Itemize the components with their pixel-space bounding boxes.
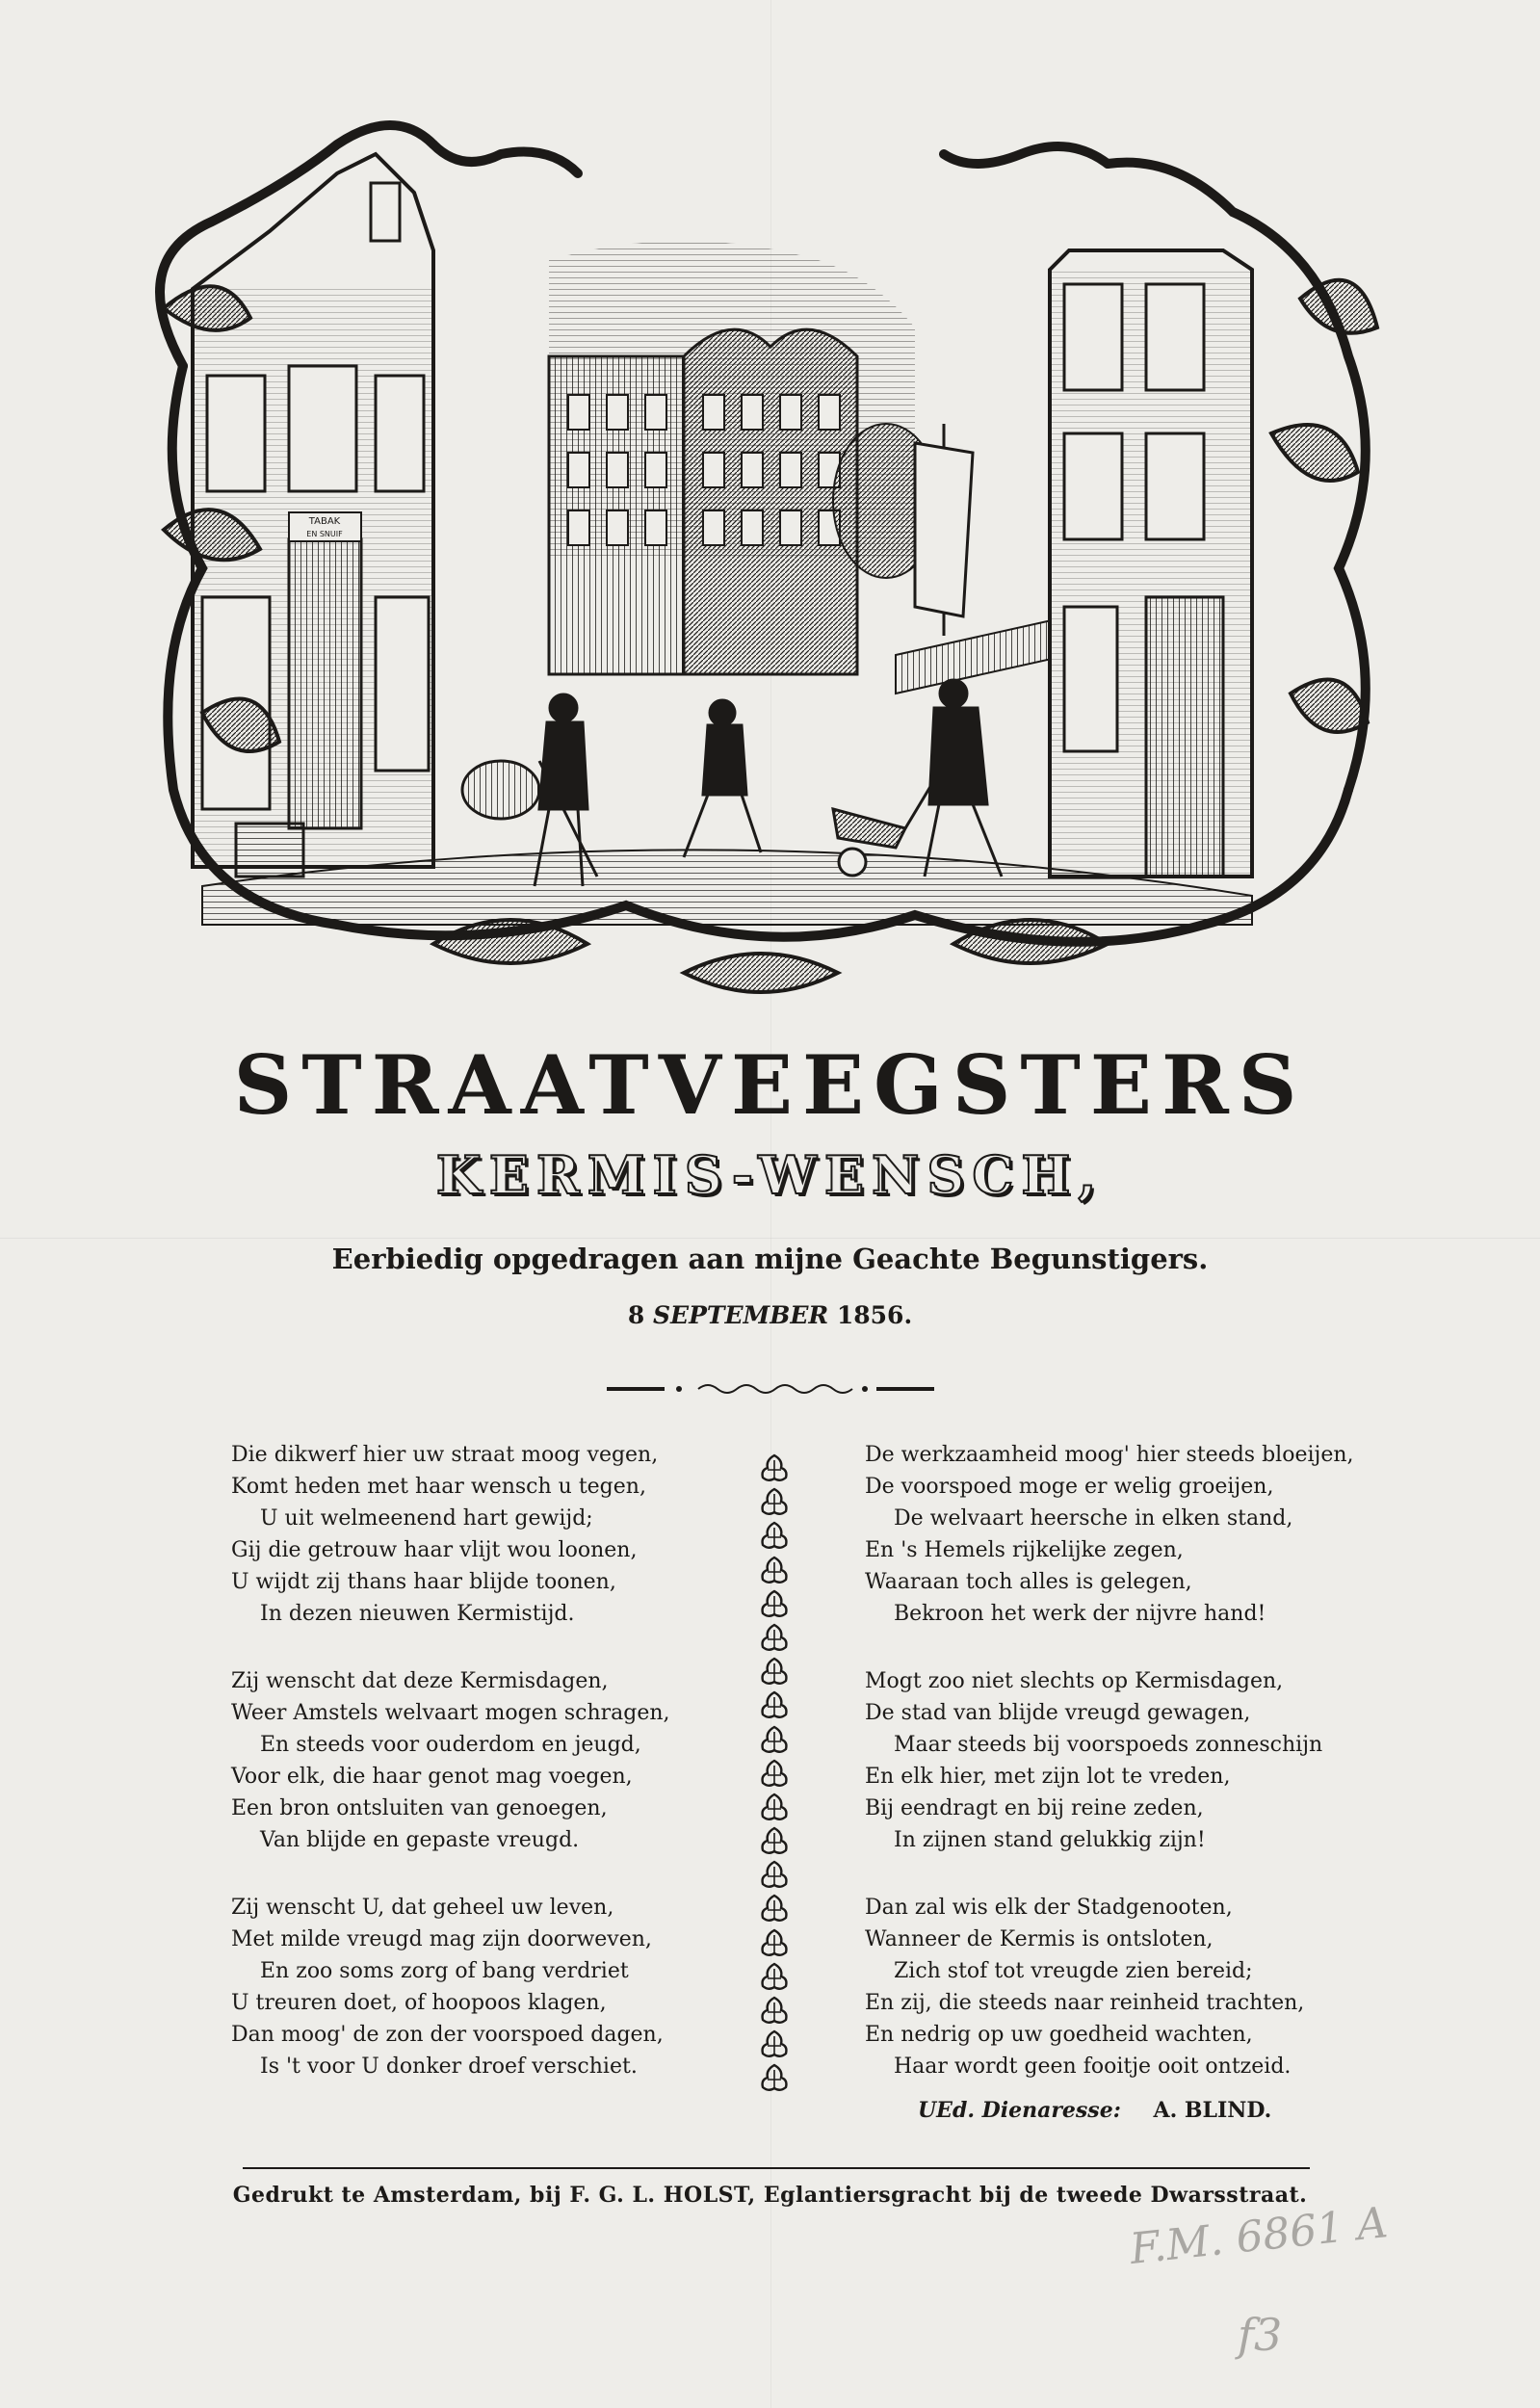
leaf-ornament-icon — [758, 1689, 791, 1722]
signature — [918, 2098, 1271, 2123]
poem-line: U uit welmeenend hart gewijd; — [260, 1506, 593, 1531]
leaf-ornament-icon — [758, 1622, 791, 1655]
archive-mark-line2: f3 — [1238, 2309, 1283, 2361]
poem-line: Bekroon het werk der nijvre hand! — [894, 1602, 1266, 1626]
poem-line: Zij wenscht dat deze Kermisdagen, — [231, 1669, 609, 1693]
poem-line: En steeds voor ouderdom en jeugd, — [260, 1733, 641, 1757]
shop-sign-text-2: EN SNUIF — [306, 530, 343, 538]
leaf-ornament-icon — [758, 1961, 791, 1994]
poem-right-column — [865, 1439, 1404, 2118]
leaf-ornament-icon — [758, 1486, 791, 1519]
dedication-line: Eerbiedig opgedragen aan mijne Geachte Begunstigers. — [331, 1243, 1209, 1275]
signature-name: A. BLIND. — [1153, 2098, 1272, 2123]
shop-sign-text: TABAK — [308, 516, 341, 527]
poem-line: Zij wenscht U, dat geheel uw leven, — [231, 1896, 614, 1920]
printer-imprint: Gedrukt te Amsterdam, bij F. G. L. HOLST, Eglantiersgracht bij de tweede Dwarsstraat. — [232, 2183, 1308, 2208]
poem-stanza — [865, 1665, 1404, 1856]
poem-line: Is 't voor U donker droef verschiet. — [260, 2055, 638, 2079]
poem-line: Zich stof tot vreugde zien bereid; — [894, 1959, 1253, 1983]
decorative-flourish — [607, 1379, 934, 1399]
archive-pencil-mark — [1122, 2206, 1411, 2379]
poem-line: En 's Hemels rijkelijke zegen, — [865, 1538, 1184, 1562]
poem-line: Komt heden met haar wensch u tegen, — [231, 1475, 646, 1499]
leaf-ornament-icon — [758, 1588, 791, 1621]
leaf-ornament-icon — [758, 1453, 791, 1485]
poem-line: En zoo soms zorg of bang verdriet — [260, 1959, 629, 1983]
poem-stanza — [231, 1439, 770, 1630]
poem-line: Maar steeds bij voorspoeds zonneschijn — [894, 1733, 1323, 1757]
signature-label: UEd. Dienaresse: — [918, 2098, 1121, 2123]
poem-left-column — [231, 1439, 770, 2118]
poem-line: Dan zal wis elk der Stadgenooten, — [865, 1896, 1233, 1920]
poem-line: Dan moog' de zon der voorspoed dagen, — [231, 2023, 664, 2047]
broadside-subtitle: KERMIS-WENSCH, — [435, 1144, 1105, 1206]
poem-stanza — [231, 1892, 770, 2082]
poem-line: En zij, die steeds naar reinheid trachten, — [865, 1991, 1305, 2015]
poem-line: En nedrig op uw goedheid wachten, — [865, 2023, 1253, 2047]
leaf-ornament-icon — [758, 1758, 791, 1791]
poem-line: En elk hier, met zijn lot te vreden, — [865, 1765, 1231, 1789]
broadside-title: STRAATVEEGSTERS — [233, 1037, 1307, 1133]
ornament-divider — [758, 1453, 791, 2097]
woodcut-illustration — [144, 116, 1387, 1031]
horizontal-fold — [0, 1238, 1540, 1239]
poem-line: Van blijde en gepaste vreugd. — [260, 1828, 580, 1852]
leaf-ornament-icon — [758, 1520, 791, 1553]
archive-mark-line1: F.M. 6861 A — [1127, 2206, 1391, 2274]
poem-line: Voor elk, die haar genot mag voegen, — [231, 1765, 633, 1789]
imprint-rule — [243, 2167, 1310, 2169]
leaf-ornament-icon — [758, 1724, 791, 1757]
poem-line: In zijnen stand gelukkig zijn! — [894, 1828, 1206, 1852]
leaf-ornament-icon — [758, 1927, 791, 1960]
poem-line: Bij eendragt en bij reine zeden, — [865, 1796, 1204, 1820]
poem-stanza — [865, 1439, 1404, 1630]
poem-line: Mogt zoo niet slechts op Kermisdagen, — [865, 1669, 1284, 1693]
date-day: 8 — [627, 1301, 645, 1329]
leaf-ornament-icon — [758, 1792, 791, 1824]
leaf-ornament-icon — [758, 1656, 791, 1688]
poem-line: De welvaart heersche in elken stand, — [894, 1506, 1293, 1531]
poem-line: Haar wordt geen fooitje ooit ontzeid. — [894, 2055, 1292, 2079]
date-year: 1856. — [836, 1301, 913, 1329]
poem-line: De werkzaamheid moog' hier steeds bloeijen, — [865, 1443, 1354, 1467]
poem-line: Een bron ontsluiten van genoegen, — [231, 1796, 608, 1820]
leaf-ornament-icon — [758, 2062, 791, 2095]
poem-line: Waaraan toch alles is gelegen, — [865, 1570, 1192, 1594]
poem-line: Die dikwerf hier uw straat moog vegen, — [231, 1443, 659, 1467]
poem-stanza — [231, 1665, 770, 1856]
poem-line: Wanneer de Kermis is ontsloten, — [865, 1927, 1214, 1951]
date-line — [0, 1303, 1540, 1327]
poem-line: Met milde vreugd mag zijn doorweven, — [231, 1927, 652, 1951]
leaf-ornament-icon — [758, 1825, 791, 1858]
poem-line: De stad van blijde vreugd gewagen, — [865, 1701, 1251, 1725]
leaf-ornament-icon — [758, 1893, 791, 1925]
leaf-ornament-icon — [758, 2028, 791, 2061]
poem-line: U wijdt zij thans haar blijde toonen, — [231, 1570, 616, 1594]
poem-stanza — [865, 1892, 1404, 2082]
poem-line: U treuren doet, of hoopoos klagen, — [231, 1991, 607, 2015]
leaf-ornament-icon — [758, 1555, 791, 1587]
leaf-ornament-icon — [758, 1995, 791, 2028]
poem-line: Gij die getrouw haar vlijt wou loonen, — [231, 1538, 638, 1562]
leaf-ornament-icon — [758, 1859, 791, 1892]
poem-line: De voorspoed moge er welig groeijen, — [865, 1475, 1274, 1499]
poem-line: Weer Amstels welvaart mogen schragen, — [231, 1701, 670, 1725]
date-month: SEPTEMBER — [652, 1301, 829, 1329]
poem-line: In dezen nieuwen Kermistijd. — [260, 1602, 575, 1626]
